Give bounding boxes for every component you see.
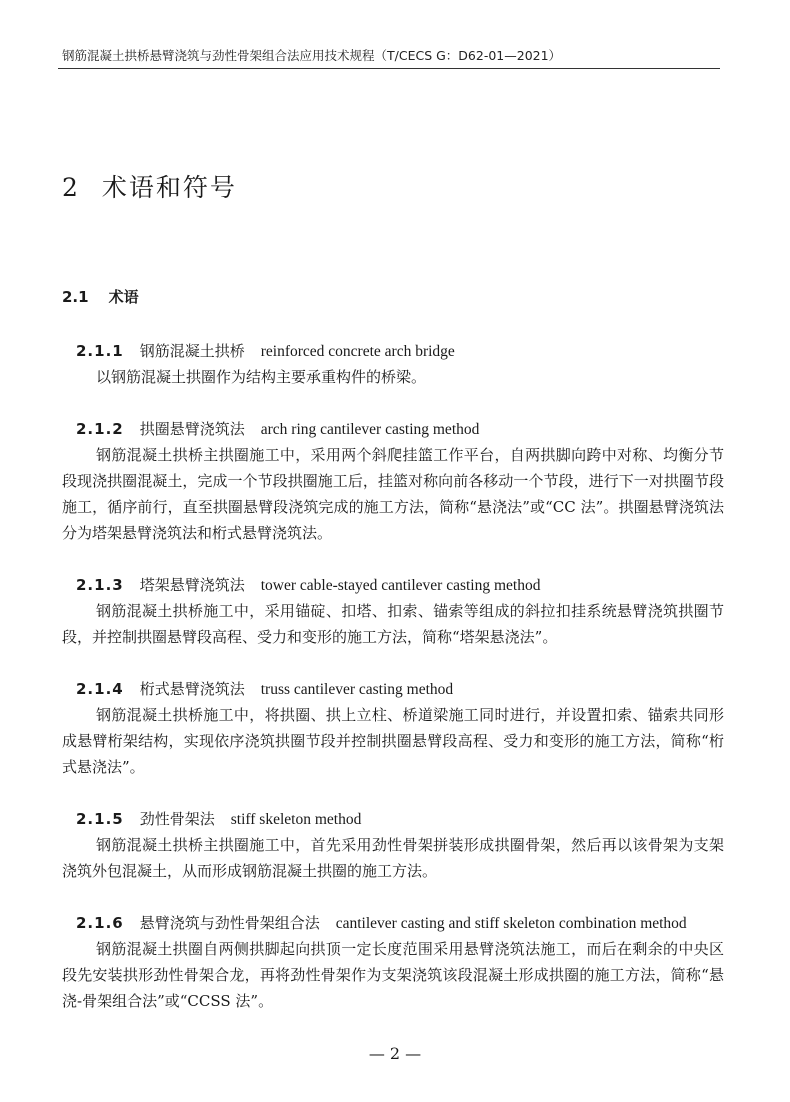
term-heading — [76, 912, 687, 933]
chapter-title-text: 术语和符号 — [101, 173, 237, 202]
term-english: tower cable-stayed cantilever casting method — [260, 577, 541, 594]
term-heading — [76, 678, 453, 699]
term-heading — [76, 574, 540, 595]
term-definition: 以钢筋混凝土拱圈作为结构主要承重构件的桥梁。 — [96, 368, 427, 386]
section-heading — [62, 286, 139, 307]
term-definition: 钢筋混凝土拱桥主拱圈施工中，采用两个斜爬挂篮工作平台，自两拱脚向跨中对称、均衡分节段现浇拱圈混凝土，完成一个节段拱圈施工后，挂篮对称向前各移动一个节段，进行下一对拱圈节段施工，循序前行，直至拱圈悬臂段浇筑完成的施工方法，简称“悬浇法”或“CC 法”。拱圈悬臂浇筑法分为塔架悬臂浇筑法和桁式悬臂浇筑法。 — [62, 446, 724, 542]
term-number: 2.1.4 — [76, 680, 124, 698]
term-english: arch ring cantilever casting method — [260, 421, 480, 438]
term-english: stiff skeleton method — [230, 811, 362, 828]
term-chinese: 悬臂浇筑与劲性骨架组合法 — [139, 914, 320, 932]
term-english: reinforced concrete arch bridge — [260, 343, 455, 360]
term-definition: 钢筋混凝土拱桥施工中，将拱圈、拱上立柱、桥道梁施工同时进行，并设置扣索、锚索共同形成悬臂桁架结构，实现依序浇筑拱圈节段并控制拱圈悬臂段高程、受力和变形的施工方法，简称“桁式悬浇法”。 — [62, 706, 724, 776]
header-rule — [58, 68, 720, 69]
term-definition: 钢筋混凝土拱桥主拱圈施工中，首先采用劲性骨架拼装形成拱圈骨架，然后再以该骨架为支架浇筑外包混凝土，从而形成钢筋混凝土拱圈的施工方法。 — [62, 836, 724, 880]
term-number: 2.1.3 — [76, 576, 124, 594]
term-english: truss cantilever casting method — [260, 681, 454, 698]
section-title: 术语 — [108, 288, 139, 306]
term-english: cantilever casting and stiff skeleton combination method — [335, 915, 687, 932]
page-number: — 2 — — [368, 1044, 422, 1063]
chapter-title — [62, 168, 237, 204]
running-header: 钢筋混凝土拱桥悬臂浇筑与劲性骨架组合法应用技术规程（T/CECS G：D62-01—2021） — [62, 48, 562, 63]
term-number: 2.1.2 — [76, 420, 124, 438]
term-chinese: 劲性骨架法 — [139, 810, 215, 828]
term-heading — [76, 808, 361, 829]
section-number: 2.1 — [62, 288, 89, 306]
term-chinese: 拱圈悬臂浇筑法 — [139, 420, 245, 438]
term-number: 2.1.6 — [76, 914, 124, 932]
term-number: 2.1.1 — [76, 342, 124, 360]
term-heading — [76, 340, 455, 361]
term-chinese: 钢筋混凝土拱桥 — [139, 342, 245, 360]
term-heading — [76, 418, 479, 439]
term-definition: 钢筋混凝土拱桥施工中，采用锚碇、扣塔、扣索、锚索等组成的斜拉扣挂系统悬臂浇筑拱圈节段，并控制拱圈悬臂段高程、受力和变形的施工方法，简称“塔架悬浇法”。 — [62, 602, 724, 646]
chapter-number: 2 — [62, 173, 80, 202]
term-chinese: 塔架悬臂浇筑法 — [139, 576, 245, 594]
term-number: 2.1.5 — [76, 810, 124, 828]
term-definition: 钢筋混凝土拱圈自两侧拱脚起向拱顶一定长度范围采用悬臂浇筑法施工，而后在剩余的中央区段先安装拱形劲性骨架合龙，再将劲性骨架作为支架浇筑该段混凝土形成拱圈的施工方法，简称“悬浇-骨架组合法”或“CCSS 法”。 — [62, 940, 724, 1010]
term-chinese: 桁式悬臂浇筑法 — [139, 680, 245, 698]
